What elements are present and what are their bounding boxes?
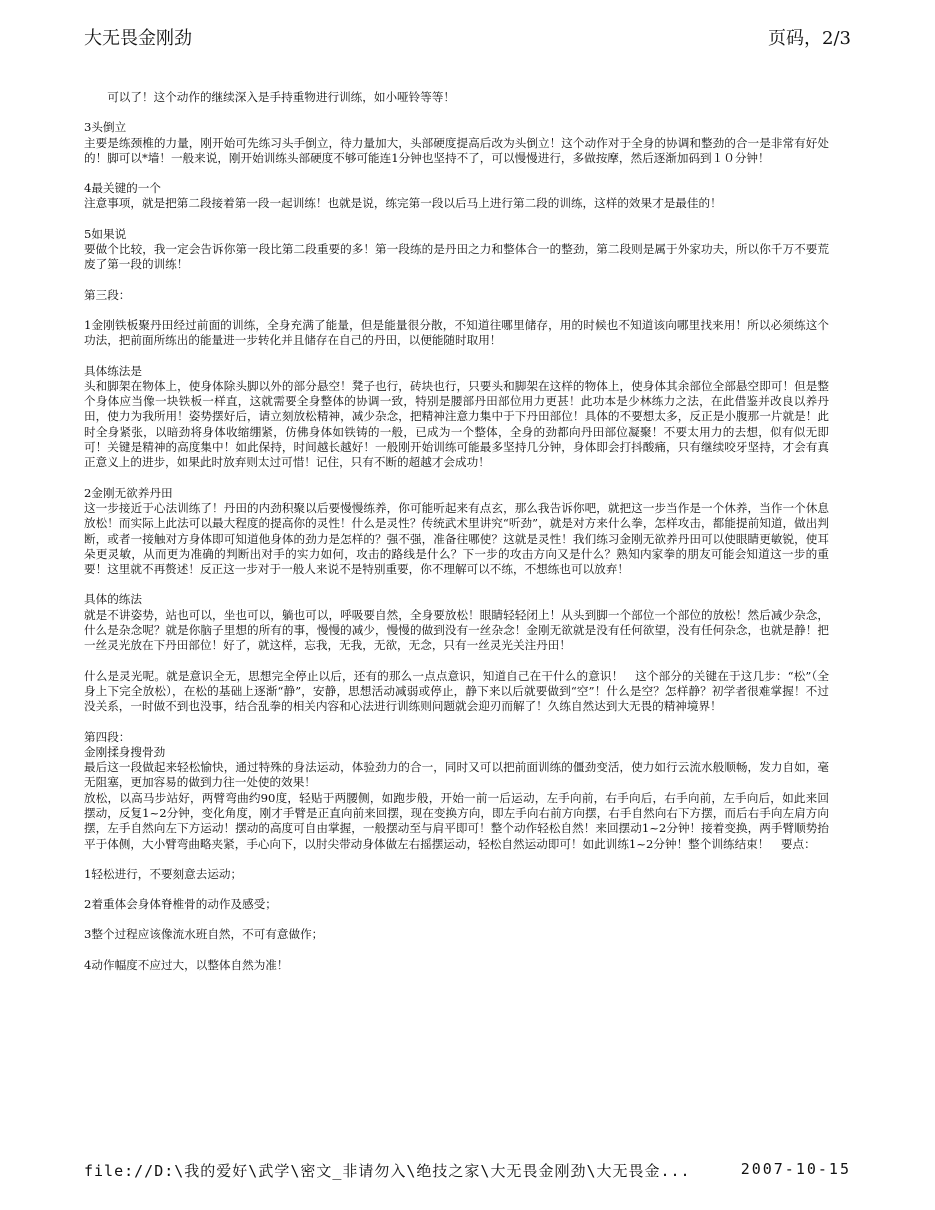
paragraph: 要做个比较，我一定会告诉你第一段比第二段重要的多！第一段练的是丹田之力和整体合一的整劲，第二段则是属于外家功夫，所以你千万不要荒废了第一段的训练！ — [84, 242, 829, 272]
document-body — [84, 90, 829, 988]
page-number: 页码，2/3 — [768, 28, 851, 49]
section-heading-4: 4最关键的一个 — [84, 181, 161, 196]
part-heading-3: 第三段： — [84, 287, 131, 302]
list-item: 4动作幅度不应过大，以整体自然为准！ — [84, 957, 289, 972]
subheading: 金刚揉身搜骨劲 — [84, 744, 166, 759]
paragraph-intro: 可以了！这个动作的继续深入是手持重物进行训练，如小哑铃等等！ — [107, 90, 456, 104]
paragraph: 1金刚铁板聚丹田经过前面的训练，全身充满了能量，但是能量很分散，不知道往哪里储存，用的时候也不知道该向哪里找来用！所以必须练这个功法，把前面所练出的能量进一步转化并且储存在自己的丹田，以便能随时取用！ — [84, 317, 829, 348]
paragraph: 放松，以高马步站好，两臂弯曲约90度，轻贴于两腰侧，如跑步般，开始一前一后运动，左手向前，右手向后，右手向前，左手向后，如此来回摆动，反复1~2分钟，变化角度，刚才手臂是正直向前来回摆，现在变换方向，即左手向右前方向摆，右手自然向右下方摆，而后右手向左肩方向摆，左手自然向左下方运动！摆动的高度可自由掌握，一般摆动至与肩平即可！整个动作轻松自然！来回摆动1~2分钟！接着变换，两手臂顺势抬平于体侧，大小臂弯曲略夹紧，手心向下，以肘尖带动身体做左右摇摆运动，轻松自然运动即可！如此训练1~2分钟！整个训练结束！ 要点： — [84, 790, 829, 851]
list-item: 1轻松进行，不要刻意去运动； — [84, 866, 243, 881]
document-title: 大无畏金刚劲 — [84, 28, 192, 49]
subheading: 具体的练法 — [84, 592, 142, 607]
subheading: 具体练法是 — [84, 363, 142, 378]
paragraph: 注意事项，就是把第二段接着第一段一起训练！也就是说，练完第一段以后马上进行第二段的训练，这样的效果才是最佳的！ — [84, 196, 722, 211]
part-heading-4: 第四段： — [84, 729, 131, 744]
subheading: 2金刚无欲养丹田 — [84, 485, 173, 500]
list-item: 3整个过程应该像流水班自然，不可有意做作； — [84, 927, 324, 942]
paragraph: 主要是练颈椎的力量，刚开始可先练习头手倒立，待力量加大，头部硬度提高后改为头倒立！这个动作对于全身的协调和整劲的合一是非常有好处的！脚可以*墙！一般来说，刚开始训练头部硬度不够可能连1分钟也坚持不了，可以慢慢进行，多做按摩，然后逐渐加码到１０分钟！ — [84, 135, 829, 165]
section-heading-3: 3头倒立 — [84, 120, 127, 135]
list-item: 2着重体会身体脊椎骨的动作及感受； — [84, 897, 277, 912]
paragraph: 头和脚架在物体上，使身体除头脚以外的部分悬空！凳子也行，砖块也行，只要头和脚架在这样的物体上，使身体其余部位全部悬空即可！但是整个身体应当像一块铁板一样直，这就需要全身整体的协调一致，特别是腰部丹田部位用力更甚！此功本是少林练力之法，在此借鉴并改良以养丹田，使力为我所用！姿势摆好后，请立刻放松精神，减少杂念，把精神注意力集中于下丹田部位！具体的不要想太多，反正是小腹那一片就是！此时全身紧张，以暗劲将身体收缩绷紧，仿佛身体如铁铸的一般，已成为一个整体，全身的劲都向丹田部位凝聚！不要太用力的去想，似有似无即可！关键是精神的高度集中！如此保持，时间越长越好！一般刚开始训练可能最多坚持几分钟，身体即会打抖酸痛，只有继续咬牙坚持，才会有真正意义上的进步，如果此时放弃则太过可惜！记住，只有不断的超越才会成功！ — [84, 378, 829, 470]
print-date: 2007-10-15 — [740, 1160, 851, 1178]
file-path: file://D:\我的爱好\武学\密文_非请勿入\绝技之家\大无畏金刚劲\大无畏金... — [84, 1162, 691, 1180]
paragraph: 最后这一段做起来轻松愉快，通过特殊的身法运动，体验劲力的合一，同时又可以把前面训练的僵劲变活，使力如行云流水般顺畅，发力自如，毫无阻塞，更加容易的做到力往一处使的效果！ — [84, 760, 829, 790]
paragraph: 什么是灵光呢。就是意识全无，思想完全停止以后，还有的那么一点点意识，知道自己在干什么的意识！ 这个部分的关键在于这几步：“松”（全身上下完全放松），在松的基础上逐渐“静”，安静，思想活动减弱或停止，静下来以后就要做到“空”！什么是空？怎样静？初学者很难掌握！不过没关系，一时做不到也没事，结合乱拳的相关内容和心法进行训练则问题就会迎刃而解了！久练自然达到大无畏的精神境界！ — [84, 668, 829, 714]
paragraph: 这一步接近于心法训练了！丹田的内劲积聚以后要慢慢练养，你可能听起来有点玄，那么我告诉你吧，就把这一步当作是一个休养，当作一个休息放松！而实际上此法可以最大程度的提高你的灵性！什么是灵性？传统武术里讲究“听劲”，就是对方来什么拳，怎样攻击，都能提前知道，做出判断，或者一接触对方身体即可知道他身体的劲力是怎样的？强不强，准备往哪使？这就是灵性！我们练习金刚无欲养丹田可以使眼睛更敏锐，使耳朵更灵敏，从而更为准确的判断出对手的实力如何，攻击的路线是什么？下一步的攻击方向又是什么？熟知内家拳的朋友可能会知道这一步的重要！这里就不再赘述！反正这一步对于一般人来说不是特别重要，你不理解可以不练，不想练也可以放弃！ — [84, 500, 829, 577]
section-heading-5: 5如果说 — [84, 226, 127, 241]
paragraph: 就是不讲姿势，站也可以，坐也可以，躺也可以，呼吸要自然，全身要放松！眼睛轻轻闭上！从头到脚一个部位一个部位的放松！然后减少杂念，什么是杂念呢？就是你脑子里想的所有的事，慢慢的减少，慢慢的做到没有一丝杂念！金刚无欲就是没有任何欲望，没有任何杂念，也就是静！把一丝灵光放在下丹田部位！好了，就这样，忘我，无我，无欲，无念，只有一丝灵光关注丹田！ — [84, 607, 829, 653]
